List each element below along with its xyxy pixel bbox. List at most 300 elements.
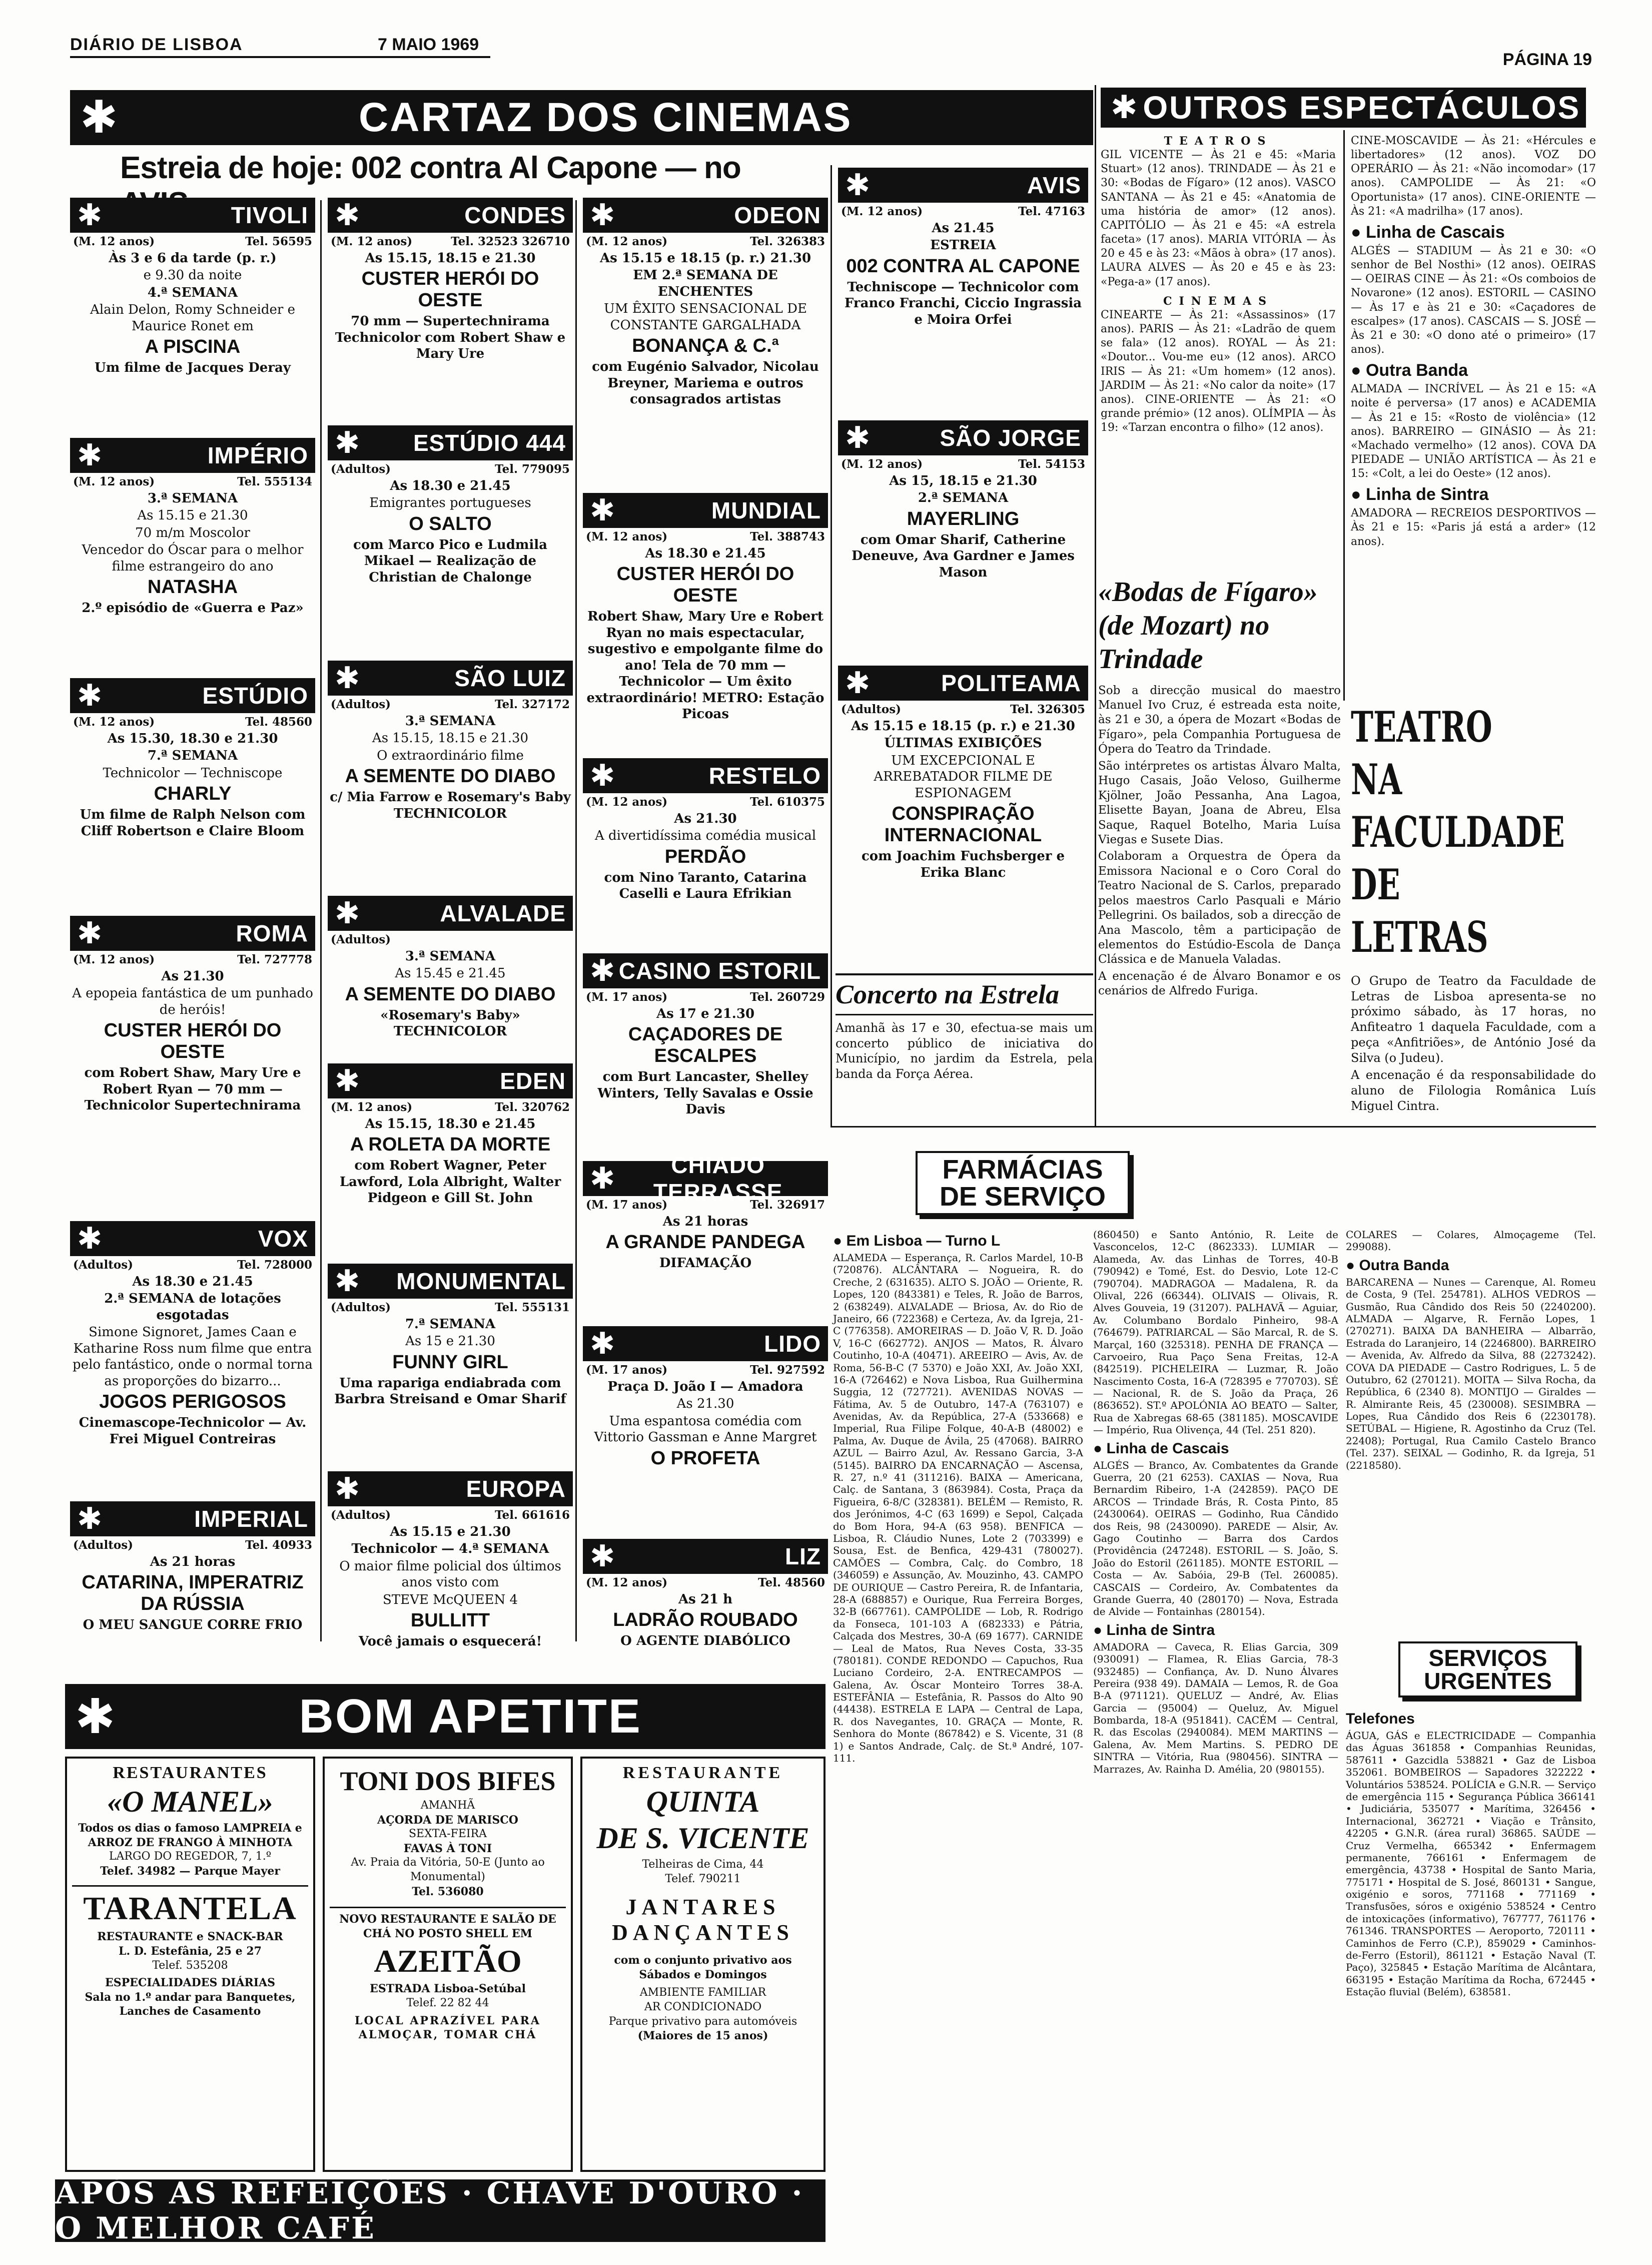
cartaz-banner <box>70 90 1093 145</box>
screening-info: 2.ª SEMANA de lotações esgotadas <box>104 1291 281 1323</box>
screening-info: Praça D. João I — Amadora <box>607 1379 803 1394</box>
cinema-name-bar <box>70 1501 315 1536</box>
screening-info: As 21.30 <box>674 811 737 826</box>
cinema-meta <box>328 696 573 712</box>
cinemas-text: CINEARTE — Às 21: «Assassinos» (17 anos). PARIS — Às 21: «Ladrão de quem se fala» (12 anos). ROYAL — Às 21: «Doutor... Vou-me eu» (12 anos). ARCO IRIS — Às 21: «Um homem» (12 anos). JARDIM — Às 21: «No calor da noite» (17 anos). CINE-ORIENTE — Às 21: «O grande prémio» (12 anos). OLÍMPIA — Às 19: «Tarzan encontra o filho» (12 anos). <box>1101 308 1336 434</box>
film-title: NATASHA <box>147 577 238 598</box>
cinema-name-bar <box>583 758 828 793</box>
screening-info: As 15.30, 18.30 e 21.30 <box>107 731 278 746</box>
cinema-meta <box>70 473 315 489</box>
film-title: O SALTO <box>409 513 492 534</box>
farmacias-sintra-head: ● Linha de Sintra <box>1093 1621 1215 1638</box>
film-credits: com Omar Sharif, Catherine Deneuve, Ava Gardner e James Mason <box>852 532 1075 580</box>
cinema-box <box>838 168 1088 329</box>
screening-info: UM ÊXITO SENSACIONAL DE CONSTANTE GARGALHADA <box>604 301 807 333</box>
cinema-name: ESTÚDIO <box>202 683 308 709</box>
screening-info: As 21 horas <box>150 1554 236 1569</box>
screening-info: As 21.30 <box>161 968 224 984</box>
tarantela-line1: RESTAURANTE e SNACK-BAR <box>97 1930 283 1944</box>
farmacias-col3 <box>1346 1229 1596 1473</box>
tarantela-line2: L. D. Estefânia, 25 e 27 <box>119 1944 262 1958</box>
film-credits: «Rosemary's Baby» TECHNICOLOR <box>380 1007 520 1039</box>
film-credits: com Robert Wagner, Peter Lawford, Lola Albright, Walter Pidgeon e Gill St. John <box>339 1158 561 1206</box>
age-rating: (M. 12 anos) <box>331 1100 413 1114</box>
age-rating: (M. 17 anos) <box>586 990 668 1004</box>
column-divider <box>1343 130 1345 701</box>
film-title: CUSTER HERÓI DO OESTE <box>616 563 794 607</box>
tarantela-line5: Sala no 1.º andar para Banquetes, Lanches de Casamento <box>85 1990 296 2018</box>
screening-info: As 21.45 <box>932 220 995 236</box>
manel-name: «O MANEL» <box>107 1785 273 1818</box>
quinta-line5: Telef. 790211 <box>665 1872 741 1885</box>
cinema-phone: Tel. 56595 <box>245 235 312 248</box>
tarantela-line3: Telef. 535208 <box>152 1959 228 1972</box>
star-icon: ✱ <box>1111 89 1138 126</box>
age-rating: (Adultos) <box>331 698 391 711</box>
cinema-box <box>328 896 573 1041</box>
cinema-phone: Tel. 326305 <box>1010 703 1085 716</box>
quinta-line11: (Maiores de 15 anos) <box>637 2029 768 2043</box>
film-title: CUSTER HERÓI DO OESTE <box>361 268 539 311</box>
star-icon: ✱ <box>845 168 871 203</box>
film-title: 002 CONTRA AL CAPONE <box>846 255 1080 277</box>
outros-right <box>1351 134 1596 551</box>
film-credits: Um filme de Jacques Deray <box>95 360 291 376</box>
cinema-name-bar <box>328 198 573 233</box>
cinema-box <box>583 953 828 1119</box>
screening-info: 7.ª SEMANA <box>405 1316 496 1332</box>
cinema-meta <box>583 233 828 249</box>
cinema-meta <box>583 1361 828 1378</box>
cinema-name: SÃO JORGE <box>940 425 1081 451</box>
servicos-text: ÁGUA, GÁS e ELECTRICIDADE — Companhia das Águas 361858 • Companhias Reunidas, 587611 • Gazcidla 538821 • Gaz de Lisboa 352061. BOMBEIROS — Sapadores 322222 • Voluntários 538524. POLÍCIA e G.N.R. — Serviço de emergência 115 • Segurança Pública 366141 • Judiciária, 535077 • Marítima, 326456 • Internacional, 362721 • Viação e Trânsito, 42205 • G.N.R. (área rural) 36865. SAÚDE — Cruz Vermelha, 665342 • Enfermagem permanente, 766161 • Enfermagem de emergência, 43738 • Hospital de Santo Maria, 775171 • Hospital de S. José, 860131 • Sangue, oxigénio e soros, 771168 • 771169 • Transfusões, sóros e oxigénio 538524 • Centro de intoxicações (informativo), 767777, 761176 • 761346. TRANSPORTES — Aeroporto, 720111 • Caminhos de Ferro (C.P.), 859029 • Caminhos-de-Ferro (Estoril), 861121 • Estação Naval (T. Paço), 325845 • Estação Marítima de Alcântara, 663195 • Estação Marítima da Rocha, 672445 • Estação fluvial (Belém), 638581. <box>1346 1730 1596 1998</box>
screening-info: O extraordinário filme <box>377 748 524 763</box>
cinema-name: MONUMENTAL <box>396 1268 566 1294</box>
cinema-meta <box>70 1256 315 1273</box>
screening-info: As 15.15 e 18.15 (p. r.) e 21.30 <box>851 718 1075 734</box>
quinta-line9: AR CONDICIONADO <box>644 2000 762 2013</box>
cinema-name-bar <box>838 666 1088 701</box>
cinema-name-bar <box>328 1264 573 1299</box>
column-divider <box>575 200 577 1641</box>
teatro-letras-article <box>1351 701 1596 1115</box>
star-icon: ✱ <box>590 198 615 233</box>
film-title: JOGOS PERIGOSOS <box>99 1391 286 1413</box>
film-credits: Uma rapariga endiabrada com Barbra Streisand e Omar Sharif <box>334 1375 566 1407</box>
quinta-line4: Telheiras de Cima, 44 <box>642 1858 764 1871</box>
screening-info: As 15.15, 18.15 e 21.30 <box>372 731 529 746</box>
screening-info: As 15, 18.15 e 21.30 <box>889 473 1037 488</box>
film-credits: com Nino Taranto, Catarina Caselli e Laura Efrikian <box>604 870 807 902</box>
servicos-title: SERVIÇOS URGENTES <box>1398 1641 1577 1697</box>
star-icon: ✱ <box>590 953 615 988</box>
screening-info: As 15.15 e 21.30 <box>137 508 248 523</box>
tarantela-line4: ESPECIALIDADES DIÁRIAS <box>105 1976 276 1990</box>
screening-info: Technicolor — Techniscope <box>103 765 283 781</box>
bodas-p4: A encenação é de Álvaro Bonamor e os cenários de Alfredo Furiga. <box>1098 969 1341 998</box>
screening-info: As 18.30 e 21.45 <box>132 1274 253 1289</box>
cinema-phone: Tel. 327172 <box>495 698 570 711</box>
screening-info: A epopeia fantástica de um punhado de heróis! <box>72 986 313 1017</box>
film-title: A SEMENTE DO DIABO <box>345 983 556 1005</box>
quinta-line3: DE S. VICENTE <box>596 1822 809 1855</box>
star-icon: ✱ <box>77 1221 103 1256</box>
cinema-phone: Tel. 32523 326710 <box>451 235 570 248</box>
screening-info: ÚLTIMAS EXIBIÇÕES <box>884 736 1042 751</box>
cinema-meta <box>328 233 573 249</box>
cinemas-label: CINEMAS <box>1163 294 1273 308</box>
farmacias-lisboa-cont: (860450) e Santo António, R. Leite de Vasconcelos, 12-C (862333). LUMIAR — Alameda, Av. das Linhas de Torres, 40-B (790942) e Tomé, Est. do Desvio, Lote 12-C (790704). MADRAGOA — Madalena, R. da Olival, 226 (66344). OLIVAIS — Olivais, R. Alves Gouveia, 19 (31207). PALHAVÃ — Aguiar, Av. Columbano Bordalo Pinheiro, 98-A (764679). PATRIARCAL — São Marcal, R. de S. Marçal, 160 (325318). PENHA DE FRANÇA — Carvoeiro, Rua Paço Sena Freitas, 12-A (842519). PICHELEIRA — Luzmar, R. João Nascimento Costa, 16-A (728395 e 770703). SÉ — Nacional, R. de S. João da Praça, 26 (863652). ST.º APOLÓNIA AO BEATO — Salter, Rua de Xabregas 68-65 (381185). MOSCAVIDE — Império, Rua Olivença, 44 (Tel. 251 820). <box>1093 1229 1338 1436</box>
film-title: CATARINA, IMPERATRIZ DA RÚSSIA <box>82 1572 304 1615</box>
cinema-box <box>328 1471 573 1651</box>
film-title: LADRÃO ROUBADO <box>613 1609 798 1631</box>
teatro-letras-p2: A encenação é da responsabilidade do aluno de Filologia Românica Luís Miguel Cintra. <box>1351 1068 1596 1113</box>
star-icon: ✱ <box>590 493 615 528</box>
star-icon: ✱ <box>335 425 360 460</box>
screening-info: As 18.30 e 21.45 <box>645 545 766 561</box>
cinema-name: POLITEAMA <box>941 670 1081 696</box>
farmacias-cascais-head: ● Linha de Cascais <box>1093 1440 1229 1457</box>
cinema-name: IMPERIAL <box>194 1506 308 1532</box>
star-icon: ✱ <box>77 1501 103 1536</box>
cinema-name-bar <box>70 916 315 951</box>
farmacias-sintra: AMADORA — Caveca, R. Elias Garcia, 309 (930091) — Flamea, R. Elias Garcia, 78-3 (932485) — Confiança, Av. D. Nuno Álvares Pereira (938 49). DAMAIA — Lemos, R. de Goa B-A (971121). QUELUZ — André, Av. Elias Garcia — (95004) — Queluz, Av. Miguel Bombarda, 18-A (951841). CACÉM — Central, R. das Escolas (2940084). MEM MARTINS — Galena, Av. Mem Martins. S. PEDRO DE SINTRA — Vitória, Rua (980456). SINTRA — Marrazes, Av. Rainha D. Amélia, 20 (980155). <box>1093 1640 1338 1775</box>
sintra-text: AMADORA — RECREIOS DESPORTIVOS — Às 21 e 15: «Paris já está a arder» (12 anos). <box>1351 507 1596 548</box>
star-icon: ✱ <box>335 661 360 696</box>
screening-info: As 15.15, 18.15 e 21.30 <box>365 250 536 266</box>
cinema-name: EUROPA <box>466 1476 566 1502</box>
screening-info: Uma espantosa comédia com Vittorio Gassman e Anne Margret <box>594 1413 817 1445</box>
film-credits: 70 mm — Supertechnirama Technicolor com Robert Shaw e Mary Ure <box>335 314 566 362</box>
film-title: A SEMENTE DO DIABO <box>345 766 556 787</box>
concerto-text: Amanhã às 17 e 30, efectua-se mais um concerto público de iniciativa do Município, no jardim da Estrela, pela banda da Força Aérea. <box>836 1020 1093 1081</box>
cinema-meta <box>328 460 573 477</box>
film-credits: com Joachim Fuchsberger e Erika Blanc <box>861 849 1065 880</box>
azeitao-line1: NOVO RESTAURANTE E SALÃO DE CHÁ NO POSTO SHELL EM <box>339 1913 556 1940</box>
cinema-name: CASINO ESTORIL <box>618 958 821 984</box>
cinema-box <box>583 1539 828 1650</box>
chave-douro-footer: APÓS AS REFEIÇÕES · CHAVE D'OURO · O MELHOR CAFÉ <box>55 2179 825 2242</box>
age-rating: (Adultos) <box>331 462 391 476</box>
servicos-body <box>1346 1707 1596 2000</box>
cinema-meta <box>583 1574 828 1590</box>
cinema-name-bar <box>328 661 573 696</box>
age-rating: (M. 12 anos) <box>73 235 155 248</box>
film-title: A PISCINA <box>145 336 241 358</box>
bodas-title: «Bodas de Fígaro» (de Mozart) no Trindade <box>1098 577 1318 675</box>
film-title: BONANÇA & C.ª <box>632 335 779 357</box>
toni-name: TONI DOS BIFES <box>340 1766 556 1796</box>
cinema-name: ROMA <box>236 920 308 946</box>
cinema-name: ODEON <box>734 202 821 228</box>
age-rating: (Adultos) <box>331 1508 391 1522</box>
cinema-meta <box>70 1536 315 1553</box>
film-title: FUNNY GIRL <box>392 1351 508 1373</box>
cinema-name-bar <box>70 678 315 713</box>
star-icon: ✱ <box>80 91 118 144</box>
cinema-name: TIVOLI <box>231 202 308 228</box>
manel-line2: LARGO DO REGEDOR, 7, 1.º <box>109 1850 272 1863</box>
tarantela-name: TARANTELA <box>83 1890 297 1927</box>
farmacias-banda-head: ● Outra Banda <box>1346 1257 1449 1274</box>
estreia-headline: Estreia de hoje: 002 contra Al Capone — no <box>120 151 741 185</box>
cinema-phone: Tel. 555131 <box>495 1301 570 1314</box>
film-credits: 2.º episódio de «Guerra e Paz» <box>82 601 304 616</box>
cinema-meta <box>70 951 315 967</box>
screening-info: 7.ª SEMANA <box>147 748 238 764</box>
cinema-name-bar <box>70 198 315 233</box>
farmacias-banda: BARCARENA — Nunes — Carenque, Al. Romeu de Costa, 9 (Tel. 254781). ALHOS VEDROS — Gusmão, Rua Cândido dos Reis 50 (2240200). ALMADA — Algarve, R. Fernão Lopes, 1 (270271). BAIXA DA BANHEIRA — Albarrão, Estrada do Laranjeiro, 14 (2246800). BARREIRO — Avenida, Av. Alfredo da Silva, 88 (2273242). COVA DA PIEDADE — Castro Rodrigues, L. 5 de Outubro, 62 (270121). MOITA — Silva Rocha, da República, 6 (2340 8). MONTIJO — Giraldes — R. Almirante Reis, 45 (230008). SESIMBRA — Lopes, Rua Cândido dos Reis 6 (2230178). SETÚBAL — Higiene, R. Agostinho da Cruz (Tel. 22408); Portugal, Rua Camilo Castelo Branco (Tel. 237). SEIXAL — Godinho, R. da Igreja, 51 (2218580). <box>1346 1276 1596 1471</box>
age-rating: (M. 12 anos) <box>586 530 668 543</box>
cinema-box <box>583 198 828 409</box>
cinema-box <box>328 425 573 587</box>
age-rating: (Adultos) <box>331 933 391 946</box>
cinema-box <box>70 198 315 377</box>
cinema-name-bar <box>328 1063 573 1098</box>
star-icon: ✱ <box>335 1471 360 1506</box>
cinema-phone: Tel. 326917 <box>750 1198 825 1212</box>
cinema-name: ALVALADE <box>440 900 566 926</box>
star-icon: ✱ <box>590 1161 615 1196</box>
cinema-meta <box>583 528 828 544</box>
farmacias-title: FARMÁCIAS DE SERVIÇO <box>916 1151 1130 1215</box>
cinema-name: RESTELO <box>708 763 821 789</box>
cinema-name: CHIADO TERRASSE <box>653 1152 783 1205</box>
cinema-name: ESTÚDIO 444 <box>413 430 566 456</box>
cinema-box <box>70 1501 315 1634</box>
teatros-text: GIL VICENTE — Às 21 e 45: «Maria Stuart» (12 anos). TRINDADE — Às 21 e 30: «Bodas de Fígaro» (12 anos). VASCO SANTANA — Às 21 e 45: «Anatomia de uma história de amor» (12 anos). CAPITÓLIO — Às 21 e 45: «A estrela faceta» (17 anos). MARIA VITÓRIA — Às 20 e 45 e às 23: «Mãos à obra» (17 anos). LAURA ALVES — Às 20 e 45 e às 23: «Pega-a» (17 anos). <box>1101 149 1336 288</box>
screening-info: ESTREIA <box>930 238 996 253</box>
quinta-line1: RESTAURANTE <box>622 1764 783 1782</box>
ad-quinta-s-vicente <box>580 1757 825 2172</box>
screening-info: As 17 e 21.30 <box>656 1006 755 1021</box>
toni-line6: Tel. 536080 <box>412 1885 484 1898</box>
cinema-box <box>328 1063 573 1208</box>
age-rating: (Adultos) <box>841 703 902 716</box>
cinema-box <box>583 758 828 903</box>
concerto-article <box>836 973 1093 1082</box>
toni-line3: SEXTA-FEIRA <box>408 1828 487 1841</box>
cinema-phone: Tel. 779095 <box>495 462 570 476</box>
film-credits: com Marco Pico e Ludmila Mikael — Realização de Christian de Chalonge <box>353 537 547 585</box>
teatros-label: TEATROS <box>1164 135 1273 148</box>
column-divider <box>1095 85 1096 1126</box>
cinema-meta <box>328 1506 573 1523</box>
film-title: O PROFETA <box>650 1447 760 1469</box>
sintra-label: ● Linha de Sintra <box>1351 485 1489 504</box>
ad-toni-dos-bifes <box>323 1757 573 2172</box>
cinema-box <box>583 1326 828 1471</box>
cinema-box <box>583 493 828 724</box>
cinema-phone: Tel. 47163 <box>1018 205 1085 218</box>
cinema-meta <box>328 1299 573 1315</box>
outros-right-text: CINE-MOSCAVIDE — Às 21: «Hércules e libertadores» (12 anos). VOZ DO OPERÁRIO — Às 21: «Não incomodar» (17 anos). CAMPOLIDE — Às 21: «O Oportunista» (17 anos). CINE-ORIENTE — Às 21: «A madrilha» (17 anos). <box>1351 135 1596 218</box>
screening-info: Alain Delon, Romy Schneider e Maurice Ronet em <box>90 302 295 334</box>
star-icon: ✱ <box>335 1063 360 1098</box>
page-number: PÁGINA 19 <box>1502 50 1592 69</box>
cinema-meta <box>328 931 573 947</box>
screening-info: 3.ª SEMANA <box>405 948 496 964</box>
cinema-name: LIDO <box>764 1331 821 1357</box>
quinta-line7: com o conjunto privativo aos Sábados e Domingos <box>614 1954 792 1981</box>
cinema-name: EDEN <box>500 1068 566 1094</box>
bodas-p1: Sob a direcção musical do maestro Manuel Ivo Cruz, é estreada esta noite, às 21 e 30, a ópera de Mozart «Bodas de Fígaro», pela Companhia Portuguesa de Ópera do Teatro da Trindade. <box>1098 684 1341 756</box>
film-title: MAYERLING <box>907 508 1020 529</box>
cinema-name: AVIS <box>1027 172 1081 198</box>
manel-line1: Todos os dias o famoso LAMPREIA e ARROZ DE FRANGO À MINHOTA <box>78 1822 302 1849</box>
toni-line1: AMANHÃ <box>420 1799 475 1812</box>
outros-teatros <box>1101 134 1336 437</box>
star-icon: ✱ <box>335 896 360 931</box>
cinema-name: VOX <box>258 1226 308 1252</box>
cinema-box <box>328 661 573 823</box>
cinema-phone: Tel. 40933 <box>245 1538 312 1552</box>
star-icon: ✱ <box>77 678 103 713</box>
age-rating: (M. 17 anos) <box>586 1363 668 1377</box>
screening-info: 3.ª SEMANA <box>405 713 496 729</box>
cinema-name-bar <box>328 1471 573 1506</box>
screening-info: e 9.30 da noite <box>143 268 242 283</box>
bodas-p2: São intérpretes os artistas Álvaro Malta, Hugo Casais, João Veloso, Guilherme Kjölner, João Pessanha, Ana Lagoa, Elisette Bayan, Joana de Abreu, Elsa Saque, Raquel Botelho, Maria Luísa Viegas e Susete Dias. <box>1098 759 1341 846</box>
age-rating: (M. 12 anos) <box>586 1576 668 1589</box>
concerto-title: Concerto na Estrela <box>836 973 1093 1015</box>
film-credits: Você jamais o esquecerá! <box>358 1634 542 1649</box>
outros-banner <box>1101 88 1586 128</box>
newspaper-name: DIÁRIO DE LISBOA <box>70 35 243 54</box>
film-title: CHARLY <box>154 783 232 805</box>
star-icon: ✱ <box>335 1264 360 1299</box>
cinema-name-bar <box>70 1221 315 1256</box>
farmacias-lisboa-list: ALAMEDA — Esperança, R. Carlos Mardel, 10-B (720876). ALCÂNTARA — Nogueira, R. do Creche, 2 (631635). ALTO S. JOÃO — Oriente, R. Lopes, 120 (843381) e Teles, R. João de Barros, 2 (638249). ALVALADE — Briosa, Av. do Rio de Janeiro, 66 (722368) e Certeza, Av. da Igreja, 21-C (776358). AMOREIRAS — D. João V, R. D. João V, 16-C (662772). ANJOS — Matos, R. Álvaro Coutinho, 10-A (40471). AREEIRO — Avis, Av. de Roma, 56-B-C (7 5370) e João XXI, Av. João XXI, 16-A (726462) e Nova Lisboa, Rua Guilhermina Suggia, 12 (727721). AVENIDAS NOVAS — Fátima, Av. 5 de Outubro, 147-A (763107) e Avenidas, Av. da República, 27-A (533668) e Imperial, Rua Filipe Folque, 40-A-B (48002) e Palma, Av. Duque de Ávila, 25 (47068). BAIRRO AZUL — Bairro Azul, Av. Ressano Garcia, 3-A (5145). BAIRRO DA ENCARNAÇÃO — Ascensa, R. 27, n.º 41 (311216). BAIXA — Americana, Calç. de Santana, 3 (863984). Costa, Praça da Figueira, 6-8/C (328381). BELÉM — Remisto, R. dos Jerónimos, 4-C (63 1699) e Sepol, Calçada do Bom Hora, 94-A (63 958). BENFICA — Lisboa, R. Cláudio Nunes, Lote 2 (703399) e Sousa, Est. de Benfica, 429-431 (780027). CAMÕES — Combra, Calç. do Combro, 18 (346059) e Assunção, Av. Mouzinho, 43. CAMPO DE OURIQUE — Castro Pereira, R. de Infantaria, 28-A (688857) e Ourique, Rua Ferreira Borges, 32-B (667761). CAMPOLIDE — Lob, R. Rodrigo da Fonseca, 101-103 A (682333) e Pátria, Calçada dos Mestres, 30-A (69 1677). CARNIDE — Leal de Matos, Rua Neves Costa, 33-35 (780181). CONDE REDONDO — Capuchos, Rua Luciano Cordeiro, 2-A. ENTRECAMPOS — Galena, Av. Óscar Monteiro Torres 38-A. ESTEFÂNIA — Estefânia, R. Passos do Alto 90 (44438). ESTRELA E LAPA — Central de Lapa, R. dos Navegantes, 10. GRAÇA — Monte, R. Senhora do Monte (867842) e S. Vicente, 31 (8 1) e Santos Andrade, Calç. de St.ª André, 107-111. <box>833 1252 1083 1765</box>
cinema-box <box>70 1221 315 1448</box>
screening-info: Às 3 e 6 da tarde (p. r.) <box>109 250 277 266</box>
film-credits: com Eugénio Salvador, Nicolau Breyner, Mariema e outros consagrados artistas <box>592 359 819 407</box>
cinema-phone: Tel. 48560 <box>758 1576 825 1589</box>
quinta-line2: QUINTA <box>646 1785 760 1818</box>
cinema-box <box>328 1264 573 1409</box>
screening-info: As 21 h <box>678 1591 732 1607</box>
azeitao-line2: ESTRADA Lisboa-Setúbal <box>370 1982 526 1996</box>
column-divider <box>320 200 322 1641</box>
screening-info: UM EXCEPCIONAL E ARREBATADOR FILME DE ESPIONAGEM <box>874 753 1053 801</box>
servicos-tel-label: Telefones <box>1346 1711 1415 1727</box>
star-icon: ✱ <box>590 1539 615 1574</box>
cinema-name: MUNDIAL <box>711 497 821 523</box>
cinema-meta <box>838 203 1088 219</box>
cinema-meta <box>70 713 315 730</box>
cinema-phone: Tel. 388743 <box>750 530 825 543</box>
toni-line5: Av. Praia da Vitória, 50-E (Junto ao Monumental) <box>351 1856 545 1883</box>
quinta-line10: Parque privativo para automóveis <box>608 2015 797 2028</box>
cinema-phone: Tel. 48560 <box>245 715 312 729</box>
age-rating: (M. 12 anos) <box>841 205 923 218</box>
star-icon: ✱ <box>77 198 103 233</box>
teatro-letras-title-2: NA FACULDADE <box>1351 755 1565 857</box>
film-title: A ROLETA DA MORTE <box>350 1134 551 1156</box>
age-rating: (Adultos) <box>73 1258 134 1272</box>
cinema-name: LIZ <box>785 1543 821 1569</box>
ad-o-manel <box>65 1757 315 2172</box>
screening-info: As 15.45 e 21.45 <box>395 966 506 981</box>
toni-line2: AÇORDA DE MARISCO <box>377 1813 518 1827</box>
farmacias-col2 <box>1093 1229 1338 1777</box>
cinema-phone: Tel. 727778 <box>237 953 312 966</box>
manel-kicker: RESTAURANTES <box>113 1764 268 1782</box>
cinema-phone: Tel. 260729 <box>750 990 825 1004</box>
cinema-box <box>583 1152 828 1273</box>
film-title: CAÇADORES DE ESCALPES <box>628 1024 783 1067</box>
age-rating: (M. 12 anos) <box>586 235 668 248</box>
cinema-name-bar <box>838 420 1088 455</box>
cinema-name-bar <box>70 438 315 473</box>
screening-info: As 15.15 e 21.30 <box>390 1524 511 1539</box>
cinema-box <box>70 438 315 618</box>
film-credits: c/ Mia Farrow e Rosemary's Baby TECHNICOLOR <box>330 790 571 821</box>
cartaz-title: CARTAZ DOS CINEMAS <box>359 95 853 140</box>
cinema-meta <box>838 455 1088 472</box>
manel-line3: Telef. 34982 — Parque Mayer <box>100 1864 280 1878</box>
age-rating: (M. 17 anos) <box>586 1198 668 1212</box>
bodas-article <box>1098 576 1341 1001</box>
cinema-name-bar <box>583 953 828 988</box>
screening-info: 4.ª SEMANA <box>147 285 238 300</box>
cinema-name-bar <box>328 425 573 460</box>
age-rating: (M. 12 anos) <box>73 475 155 488</box>
screening-info: Emigrantes portugueses <box>369 495 531 511</box>
star-icon: ✱ <box>845 420 871 455</box>
cinema-phone: Tel. 54153 <box>1018 457 1085 471</box>
cinema-name-bar <box>583 1326 828 1361</box>
cinema-name-bar <box>583 198 828 233</box>
screening-info: As 21 horas <box>662 1214 748 1229</box>
screening-info: As 15 e 21.30 <box>405 1334 495 1349</box>
quinta-line8: AMBIENTE FAMILIAR <box>639 1986 766 1999</box>
cinema-meta <box>328 1098 573 1115</box>
issue-date: 7 MAIO 1969 <box>378 35 479 54</box>
cinema-meta <box>70 233 315 249</box>
star-icon: ✱ <box>590 1326 615 1361</box>
azeitao-line3: Telef. 22 82 44 <box>406 1996 489 2009</box>
azeitao-name: AZEITÃO <box>374 1943 522 1979</box>
bom-apetite-banner <box>65 1684 825 1749</box>
star-icon: ✱ <box>845 666 871 701</box>
age-rating: (M. 12 anos) <box>331 235 413 248</box>
cinema-phone: Tel. 927592 <box>750 1363 825 1377</box>
cinema-box <box>70 916 315 1115</box>
age-rating: (M. 12 anos) <box>586 795 668 809</box>
quinta-line6: JANTARES DANÇANTES <box>612 1895 794 1945</box>
film-title: CONSPIRAÇÃO INTERNACIONAL <box>884 803 1042 846</box>
teatro-letras-p1: O Grupo de Teatro da Faculdade de Letras de Lisboa apresenta-se no próximo sábado, às 17 horas, no Anfiteatro 1 daquela Faculdade, com a peça «Anfitriões», de António José da Silva (o Judeu). <box>1351 974 1596 1065</box>
screening-info: Technicolor — 4.ª SEMANA <box>351 1541 549 1557</box>
bom-apetite-title: BOM APETITE <box>299 1689 642 1743</box>
star-icon: ✱ <box>77 916 103 951</box>
film-credits: O AGENTE DIABÓLICO <box>620 1633 790 1649</box>
screening-info: As 21.30 <box>676 1396 734 1412</box>
screening-info: EM 2.ª SEMANA DE ENCHENTES <box>633 268 778 299</box>
toni-line4: FAVAS À TONI <box>403 1842 492 1855</box>
farmacias-cascais: ALGÉS — Branco, Av. Combatentes da Grande Guerra, 20 (21 6253). CAXIAS — Nova, Rua Bernardim Ribeiro, 1-A (242859). PAÇO DE ARCOS — Trindade Brás, R. Costa Pinto, 85 (2430064). OEIRAS — Godinho, Rua Cândido dos Reis, 98 (2430090). PAREDE — Alsir, Av. Gago Coutinho — Barra dos Cardos (Providência (247248). ESTORIL — S. João, S. João do Estoril (261185). MONTE ESTORIL — Costa — Av. Sabóia, 29-B (Tel. 260085). CASCAIS — Cordeiro, Av. Combatentes da Grande Guerra, 40 (280170) — Nova, Estrada de Alvide — Fontainhas (280154). <box>1093 1459 1338 1618</box>
screening-info: 2.ª SEMANA <box>918 490 1009 506</box>
farmacias-col1 <box>833 1229 1083 1766</box>
bodas-p3: Colaboram a Orquestra de Ópera da Emissora Nacional e o Coro Coral do Teatro Nacional de S. Carlos, preparado pelos maestros Carlo Pasquali e Mário Pellegrini. Os bailados, sob a direcção de Ana Mascolo, têm a participação de elementos do Estúdio-Escola de Dança Clássica e de Manuela Valadas. <box>1098 850 1341 966</box>
age-rating: (M. 12 anos) <box>73 715 155 729</box>
screening-info: Vencedor do Óscar para o melhor filme estrangeiro do ano <box>82 542 304 574</box>
azeitao-line4: LOCAL APRAZÍVEL PARA ALMOÇAR, TOMAR CHÁ <box>355 2014 541 2042</box>
cinema-meta <box>583 793 828 810</box>
cinema-box <box>328 198 573 363</box>
film-title: PERDÃO <box>664 846 746 867</box>
